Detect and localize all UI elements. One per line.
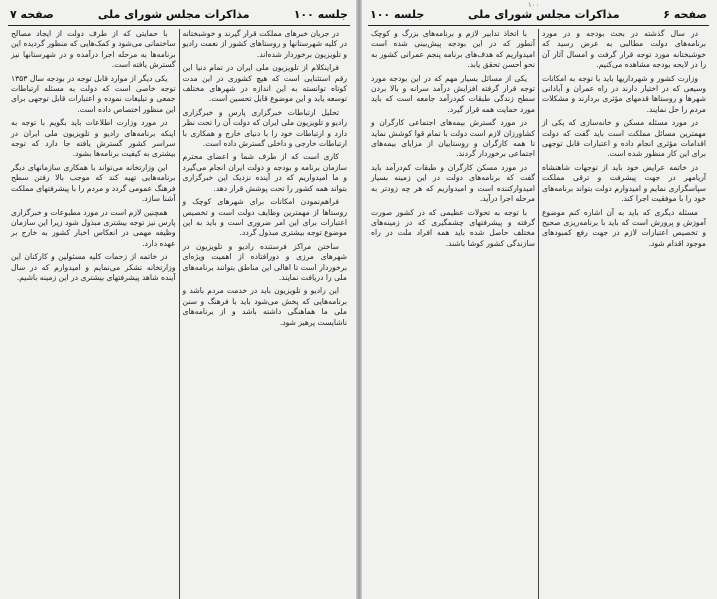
- paragraph: فراهم‌نمودن امکانات برای شهرهای کوچک و روستاها از مهمترین وظایف دولت است و تخصیص اعتبارات برای این امر ضروری است و باید به این موضوع توجه بیشتری مبذول گردد.: [182, 197, 347, 238]
- text-column: [180, 29, 351, 599]
- paragraph: کاری است که از طرف شما و اعضای محترم سازمان برنامه و بودجه و دولت ایران انجام می‌گیرد و ما امیدواریم که در آینده نزدیک این خبرگزاری بتواند همه کشور را تحت پوشش قرار دهد.: [182, 152, 347, 193]
- left-page-session: جلسه ۱۰۰: [293, 8, 348, 21]
- paragraph: همچنین لازم است در مورد مطبوعات و خبرگزاری پارس نیز توجه بیشتری مبذول شود زیرا این سازمان وظیفه مهمی در انعکاس اخبار کشور به خارج بر عهده دارد.: [11, 207, 176, 248]
- paragraph: این رادیو و تلویزیون باید در خدمت مردم باشد و برنامه‌هایی که پخش می‌شود باید با فرهنگ و سنن ملی ما هماهنگی داشته باشد و از برنامه‌های ناشایست پرهیز شود.: [182, 286, 347, 327]
- right-page: [362, 0, 717, 599]
- paragraph: یکی از مسائل بسیار مهم که در این بودجه مورد توجه قرار گرفته افزایش درآمد سرانه و بالا بردن سطح زندگی طبقات کم‌درآمد جامعه است که باید مورد حمایت همه قرار گیرد.: [371, 73, 535, 114]
- paragraph: با توجه به تحولات عظیمی که در کشور صورت گرفته و پیشرفتهای چشمگیری که در زمینه‌های مختلف حاصل شده باید همه افراد ملت در راه سازندگی کشور کوشا باشند.: [371, 207, 535, 248]
- right-page-title: مذاکرات مجلس شورای ملی: [467, 8, 620, 21]
- left-page-number: صفحه ۷: [10, 8, 54, 21]
- text-column: [8, 29, 180, 599]
- right-page-number: صفحه ۶: [663, 8, 707, 21]
- paragraph: یکی دیگر از موارد قابل توجه در بودجه سال ۱۳۵۳ توجه خاصی است که دولت به مسئله ارتباطات جمعی و تبلیغات نموده و اعتبارات قابل توجهی برای این منظور اختصاص داده است.: [11, 73, 176, 114]
- left-page-header: [8, 8, 350, 26]
- paragraph: ساختن مراکز فرستنده رادیو و تلویزیون در شهرهای مرزی و دورافتاده از اهمیت ویژه‌ای برخوردار است تا اهالی این مناطق بتوانند برنامه‌های ملی را دریافت نمایند.: [182, 241, 347, 282]
- text-column: [368, 29, 539, 599]
- paragraph: با اتخاذ تدابیر لازم و برنامه‌های بزرگ و کوچک آنطور که در این بودجه پیش‌بینی شده است امیدواریم که هدف‌های برنامه پنجم عمرانی کشور به نحو احسن تحقق یابد.: [371, 29, 535, 70]
- text-column: [539, 29, 709, 599]
- paragraph: در مورد مسئله مسکن و خانه‌سازی که یکی از مهمترین مسائل مملکت است باید گفت که دولت اقدامات مؤثری انجام داده و اعتبارات قابل توجهی برای این کار منظور شده است.: [542, 118, 706, 159]
- left-page-title: مذاکرات مجلس شورای ملی: [97, 8, 250, 21]
- paragraph: در مورد وزارت اطلاعات باید بگویم با توجه به اینکه برنامه‌های رادیو و تلویزیون ملی ایران در سراسر کشور گسترش یافته جا دارد که توجه بیشتری به کیفیت برنامه‌ها بشود.: [11, 118, 176, 159]
- right-page-session: جلسه ۱۰۰: [370, 8, 425, 21]
- paragraph: این وزارتخانه می‌تواند با همکاری سازمانهای دیگر برنامه‌هایی تهیه کند که موجب بالا رفتن سطح فرهنگ عمومی گردد و مردم را با پیشرفتهای مملکت آشنا سازد.: [11, 162, 176, 204]
- paragraph: در مورد مسکن کارگران و طبقات کم‌درآمد باید گفت که برنامه‌های دولت در این زمینه بسیار امیدوارکننده است و امیدواریم که هر چه زودتر به مرحله اجرا درآید.: [371, 162, 535, 204]
- paragraph: وزارت کشور و شهرداریها باید با توجه به امکانات وسیعی که در اختیار دارند در راه عمران و آبادانی شهرها و روستاها قدمهای مؤثری بردارند و مشکلات مردم را حل نمایند.: [542, 73, 706, 114]
- paragraph: مسئله دیگری که باید به آن اشاره کنم موضوع آموزش و پرورش است که باید با برنامه‌ریزی صحیح و تخصیص اعتبارات لازم در جهت رفع کمبودهای موجود اقدام شود.: [542, 207, 706, 248]
- paragraph: در خاتمه عرایض خود باید از توجهات شاهنشاه آریامهر در جهت پیشرفت و ترقی مملکت سپاسگزاری نمایم و امیدوارم دولت بتواند برنامه‌های خود را با موفقیت اجرا کند.: [542, 162, 706, 204]
- left-page-columns: [8, 29, 350, 599]
- paragraph: در خاتمه از زحمات کلیه مسئولین و کارکنان این وزارتخانه تشکر می‌نمایم و امیدوارم که در سال آینده شاهد پیشرفتهای بیشتری در این زمینه باشیم.: [11, 252, 176, 282]
- paragraph: در مورد گسترش بیمه‌های اجتماعی کارگران و کشاورزان لازم است دولت با تمام قوا کوشش نماید تا همه کارگران و روستاییان از مزایای بیمه‌های اجتماعی برخوردار گردند.: [371, 118, 535, 159]
- right-page-header: [368, 8, 709, 26]
- top-page-number: ۱۰۰: [528, 1, 540, 9]
- paragraph: در سال گذشته در بحث بودجه و در مورد برنامه‌های دولت مطالبی به عرض رسید که خوشبختانه مورد توجه قرار گرفت و امسال آثار آن را در لایحه بودجه مشاهده می‌کنیم.: [542, 29, 706, 70]
- left-page: [0, 0, 356, 599]
- paragraph: تحلیل ارتباطات خبرگزاری پارس و خبرگزاری رادیو و تلویزیون ملی ایران که دولت آن را تحت نظر دارد و ارتباطات خود را با دنیای خارج و همکاری با ارتباطات خارجی و داخلی گسترش داده است.: [182, 107, 347, 149]
- paragraph: فراینکلام از تلویزیون ملی ایران در تمام دنیا این رقم استثنایی است که هیچ کشوری در این مدت کوتاه توانسته به این اندازه در شهرهای مختلف توسعه یابد و این موضوع قابل تحسین است.: [182, 63, 347, 104]
- paragraph: با حمایتی که از طرف دولت از ایجاد مصالح ساختمانی می‌شود و کمک‌هایی که منظور گردیده این برنامه‌ها به مرحله اجرا درآمده و در شهرستانها نیز گسترش یافته است.: [11, 29, 176, 70]
- paragraph: در جریان خبرهای مملکت قرار گیرند و خوشبختانه در کلیه شهرستانها و روستاهای کشور از نعمت رادیو و تلویزیون برخوردار شده‌اند.: [182, 29, 347, 59]
- right-page-columns: [368, 29, 709, 599]
